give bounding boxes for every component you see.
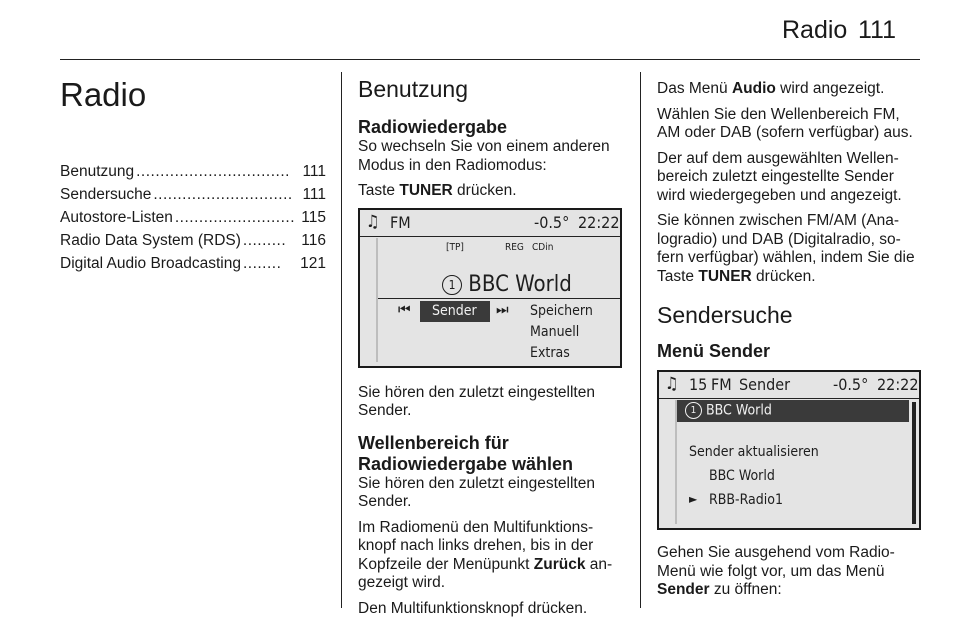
paragraph: Gehen Sie ausgehend vom Radio-Menü wie folgt vor, um das Menü Sender zu öffnen: — [657, 544, 895, 598]
station-name: BBC World — [706, 402, 772, 419]
paragraph: Taste TUNER drücken. — [358, 182, 517, 199]
scrollbar[interactable] — [912, 402, 916, 524]
toc-entry-label: Radio Data System (RDS) — [60, 232, 241, 249]
toc-entry[interactable] — [60, 229, 326, 252]
selected-station-row[interactable] — [677, 400, 909, 422]
running-header-title: Radio — [782, 16, 848, 44]
toc-entry[interactable] — [60, 252, 326, 275]
menu-item-name: Zurück — [533, 555, 586, 573]
preset-number: 1 — [442, 275, 462, 295]
toc-entry-label: Benutzung — [60, 163, 135, 180]
previous-track-icon: ⏮ — [398, 301, 411, 318]
music-note-icon: ♫ — [665, 374, 679, 394]
paragraph: Das Menü Audio wird angezeigt. — [657, 80, 885, 97]
toc-entry-page: 115 — [301, 209, 326, 226]
band-label: FM — [711, 375, 732, 394]
station-display — [442, 272, 572, 297]
column-separator — [640, 72, 641, 608]
playing-arrow-icon: ► — [689, 492, 698, 506]
scroll-track — [376, 238, 378, 362]
radio-display-screenshot — [358, 208, 622, 368]
toc-entry-page: 121 — [300, 255, 326, 272]
band-label: FM — [390, 212, 411, 232]
toc-entry[interactable] — [60, 160, 326, 183]
subheading-radiowiedergabe: Radiowiedergabe — [358, 117, 508, 137]
column-separator — [341, 72, 342, 608]
header-rule — [60, 59, 920, 60]
music-note-icon: ♫ — [366, 211, 380, 232]
toc-leader: ......... — [242, 232, 287, 249]
toc-entry-label: Sendersuche — [60, 186, 152, 203]
table-of-contents — [60, 160, 326, 275]
toc-entry[interactable] — [60, 206, 326, 229]
toc-leader: ........ — [242, 255, 282, 272]
update-stations-item[interactable]: Sender aktualisieren — [689, 444, 819, 460]
toc-leader: ............................. — [153, 186, 293, 203]
toc-column — [60, 70, 326, 275]
paragraph: So wechseln Sie von einem anderen Modus in den Radiomodus: — [358, 138, 610, 174]
menu-name: Audio — [731, 80, 776, 97]
key-name: TUNER — [698, 267, 752, 285]
cdin-indicator: CDin — [532, 241, 554, 253]
paragraph: Der auf dem ausgewählten Wellenbereich zuletzt eingestellte Sender wird wiedergegeben und angezeigt. — [657, 149, 902, 204]
content-column-2 — [358, 70, 622, 625]
toc-entry-label: Autostore-Listen — [60, 209, 173, 226]
section-heading-sendersuche: Sendersuche — [657, 302, 793, 328]
toc-entry[interactable] — [60, 183, 326, 206]
paragraph: Den Multifunktionsknopf drücken. — [358, 599, 588, 617]
section-heading-benutzung: Benutzung — [358, 76, 468, 102]
paragraph: Sie hören den zuletzt eingestellten Sender. — [358, 474, 595, 510]
paragraph: Sie hören den zuletzt eingestellten Sender. — [358, 383, 595, 419]
preset-number: 1 — [685, 402, 702, 419]
clock: 22:22 — [578, 212, 620, 232]
toc-leader: ................................ — [136, 163, 290, 180]
toc-entry-page: 111 — [302, 186, 326, 203]
divider — [378, 298, 620, 300]
menu-name: Sender — [657, 581, 710, 598]
temperature: -0.5° — [833, 375, 869, 394]
paragraph: Im Radiomenü den Multifunktionsknopf nach links drehen, bis in der Kopfzeile der Menüpunkt Zurück angezeigt wird. — [358, 518, 613, 591]
tp-indicator: [TP] — [446, 241, 464, 253]
menu-item[interactable]: Extras — [530, 344, 570, 361]
subheading-wellenbereich: Wellenbereich für Radiowiedergabe wählen — [358, 432, 574, 474]
menu-title: Sender — [739, 375, 791, 394]
menu-item[interactable]: Manuell — [530, 323, 580, 340]
preset-count: 15 — [689, 375, 708, 394]
paragraph: Sie können zwischen FM/AM (Analogradio) und DAB (Digitalradio, sofern verfügbar) wählen, indem Sie die Taste TUNER drücken. — [657, 212, 915, 285]
reg-indicator: REG — [505, 241, 524, 253]
station-list-item[interactable]: RBB-Radio1 — [709, 492, 783, 508]
toc-entry-page: 116 — [301, 232, 326, 249]
selected-menu-item[interactable]: Sender — [420, 301, 490, 322]
page-number: 111 — [858, 16, 897, 44]
clock: 22:22 — [877, 375, 919, 394]
menu-item[interactable]: Speichern — [530, 302, 593, 319]
toc-entry-page: 111 — [302, 163, 326, 180]
paragraph: Wählen Sie den Wellenbereich FM, AM oder DAB (sofern verfügbar) aus. — [657, 105, 913, 141]
next-track-icon: ⏭ — [496, 301, 509, 318]
subheading-menu-sender: Menü Sender — [657, 341, 771, 361]
temperature: -0.5° — [534, 212, 570, 232]
station-name: BBC World — [468, 271, 572, 297]
chapter-title: Radio — [60, 76, 147, 113]
toc-entry-label: Digital Audio Broadcasting — [60, 255, 241, 272]
sender-menu-screenshot — [657, 370, 921, 530]
toc-leader: ......................... — [174, 209, 296, 226]
content-column-3 — [657, 70, 921, 607]
key-name: TUNER — [399, 182, 453, 199]
station-list-item[interactable]: BBC World — [709, 468, 775, 484]
